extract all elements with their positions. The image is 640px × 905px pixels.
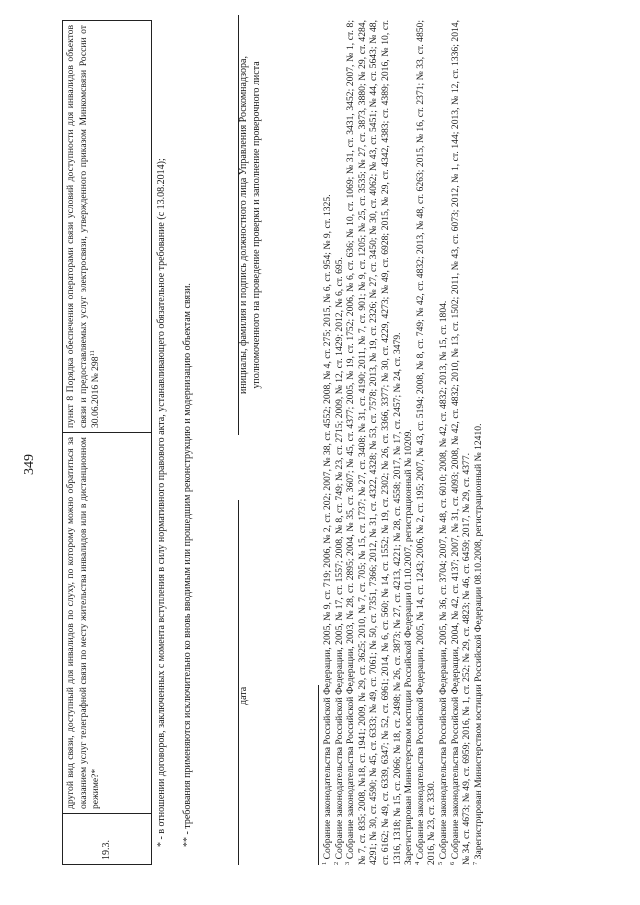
- footnote-mark: 3: [344, 861, 351, 865]
- footnote-mark: 2: [332, 861, 340, 865]
- footnote-text: Собрание законодательства Российской Федерации, 2005, № 17, ст. 1557; 2008, № 8, ст. 749; № 23, ст. 2715; 2009, № 12, ст. 1429; 2012, № 6, ст. 695.: [333, 257, 345, 860]
- footnote: [403, 20, 415, 865]
- footnote: [473, 20, 485, 865]
- footnote-text: Собрание законодательства Российской Федерации, 2004, № 42, ст. 4137; 2007, № 31, ст. 4093; 2008, № 42, ст. 4832; 2010, № 13, ст. 1502; 2011, № 43, ст. 6073; 2012, № 1, ст. 144; 2013, № 12, ст. 1336; 2014, № 34, ст. 4673; № 49, ст. 6959; 2016, № 1, ст. 252; № 29, ст. 4823; № 46, ст. 6459; 2017, № 29, ст. 4377.: [449, 19, 473, 865]
- row-number: 19.3.: [63, 814, 152, 865]
- footnote: [450, 20, 473, 865]
- footnote: [415, 20, 438, 865]
- footnote-mark: 7: [471, 861, 479, 865]
- date-label: дата: [238, 686, 249, 705]
- row-reference: [63, 21, 152, 433]
- footnote-text: Собрание законодательства Российской Федерации, 2005, № 36, ст. 3704; 2007, № 48, ст. 6010; 2008, № 42, ст. 4832; 2013, № 15, ст. 1804.: [437, 300, 449, 860]
- footnote-text: Собрание законодательства Российской Федерации, 2005, № 14, ст. 1243; 2006, № 2, ст. 195; 2007, № 43, ст. 5194; 2008, № 8, ст. 749; № 42, ст. 4832; 2013, № 48, ст. 6263; 2015, № 16, ст. 2371; № 33, ст. 4850; 2016, № 23, ст. 3330.: [414, 20, 438, 865]
- footnote-mark: 6: [448, 861, 456, 865]
- reference-text: пункт 8 Порядка обеспечения операторами связи условий доступности для инвалидов объектов связи и предоставляемых услуг электросвязи, утвержденного приказом Минкомсвязи России от 30.06.2016 № 298: [65, 25, 101, 428]
- footnote: [334, 20, 346, 865]
- row-description: другой вид связи, доступный для инвалидов по слуху, по которому можно обратиться за оказанием услуг телеграфной связи по месту жительства инвалидов или в дистанционном режиме?*: [63, 433, 152, 814]
- footnote: [438, 20, 450, 865]
- date-signature-line: [238, 500, 239, 865]
- footnote-text: Зарегистрирован Министерством юстиции Российской Федерации 01.10.2007, регистрационный № 10209.: [403, 429, 415, 865]
- note-two: ** - требования применяются исключительно ко вновь вводимым или прошедшим реконструкцию и модернизацию объектам связи.: [182, 283, 193, 847]
- official-signature-label: инициалы, фамилия и подпись должностного лица Управления Роскомнадзора, уполномоченного на проведение проверки и заполнение проверочного листа: [238, 56, 262, 394]
- reference-footnote-mark: 11: [88, 350, 96, 357]
- note-one: * - в отношении договоров, заключенных с момента вступления в силу нормативного правового акта, устанавливающего обязательное требование (с 13.08.2014);: [156, 158, 167, 847]
- footnote-mark: 5: [436, 861, 444, 865]
- table-row: [63, 21, 152, 865]
- footnote-separator: [318, 685, 319, 865]
- footnote: [322, 20, 334, 865]
- footnote-mark: 1: [320, 861, 328, 865]
- page-number: 349: [22, 454, 37, 475]
- footnotes: [322, 20, 484, 865]
- footnote-text: Собрание законодательства Российской Федерации, 2005, № 9, ст. 719; 2006, № 2, ст. 202; 2007, № 38, ст. 4552; 2008, № 4, ст. 275; 2015, № 6, ст. 954; № 9, ст. 1325.: [322, 194, 333, 860]
- footnote-mark: 4: [413, 861, 421, 865]
- checklist-table: [62, 20, 152, 865]
- footnote-text: Собрание законодательства Российской Федерации, 2003, № 28, ст. 2895; 2004, № 35, ст. 3607; № 45, ст. 4377; 2005, № 19, ст. 1752; 2006, № 6, ст. 636; № 10, ст. 1069; № 31, ст. 3431, 3452; 2007, № 1, ст. 8; № 7, ст. 835; 2008, №18, ст. 1941; 2009, № 29, ст. 3625; 2010, № 7, ст. 705; № 15, ст. 1737; № 27, ст. 3408; № 31, ст. 4190; 2011, № 7, ст. 901; № 9, ст. 1205; № 25, ст. 3535; № 27, ст. 3873, 3880; № 29, ст. 4284, 4291; № 30, ст. 4590; № 45, ст. 6333; № 49, ст. 7061; № 50, ст. 7351, 7366; 2012, № 31, ст. 4322, 4328; № 53, ст. 7578; 2013, № 19, ст. 2326; № 27, ст. 3450; № 30, ст. 4062; № 43, ст. 5451; № 44, ст. 5643; № 48, ст. 6162; № 49, ст. 6339, 6347; № 52, ст. 6961; 2014, № 6, ст. 560; № 14, ст. 1552; № 19, ст. 2302; № 26, ст. 3366, 3377; № 30, ст. 4229, 4273; № 49, ст. 6928; 2015, № 29, ст. 4342, 4383; ст. 4389; 2016, № 10, ст. 1316, 1318; № 15, ст. 2066; № 18, ст. 2498; № 26, ст. 3873; № 27, ст. 4213, 4221; № 28, ст. 4558; 2017, № 17, ст. 2457; № 24, ст. 3479.: [345, 20, 403, 865]
- footnote: [345, 20, 403, 865]
- footnote-text: Зарегистрирован Министерством юстиции Российской Федерации 08.10.2008, регистрационный № 12410.: [472, 423, 484, 860]
